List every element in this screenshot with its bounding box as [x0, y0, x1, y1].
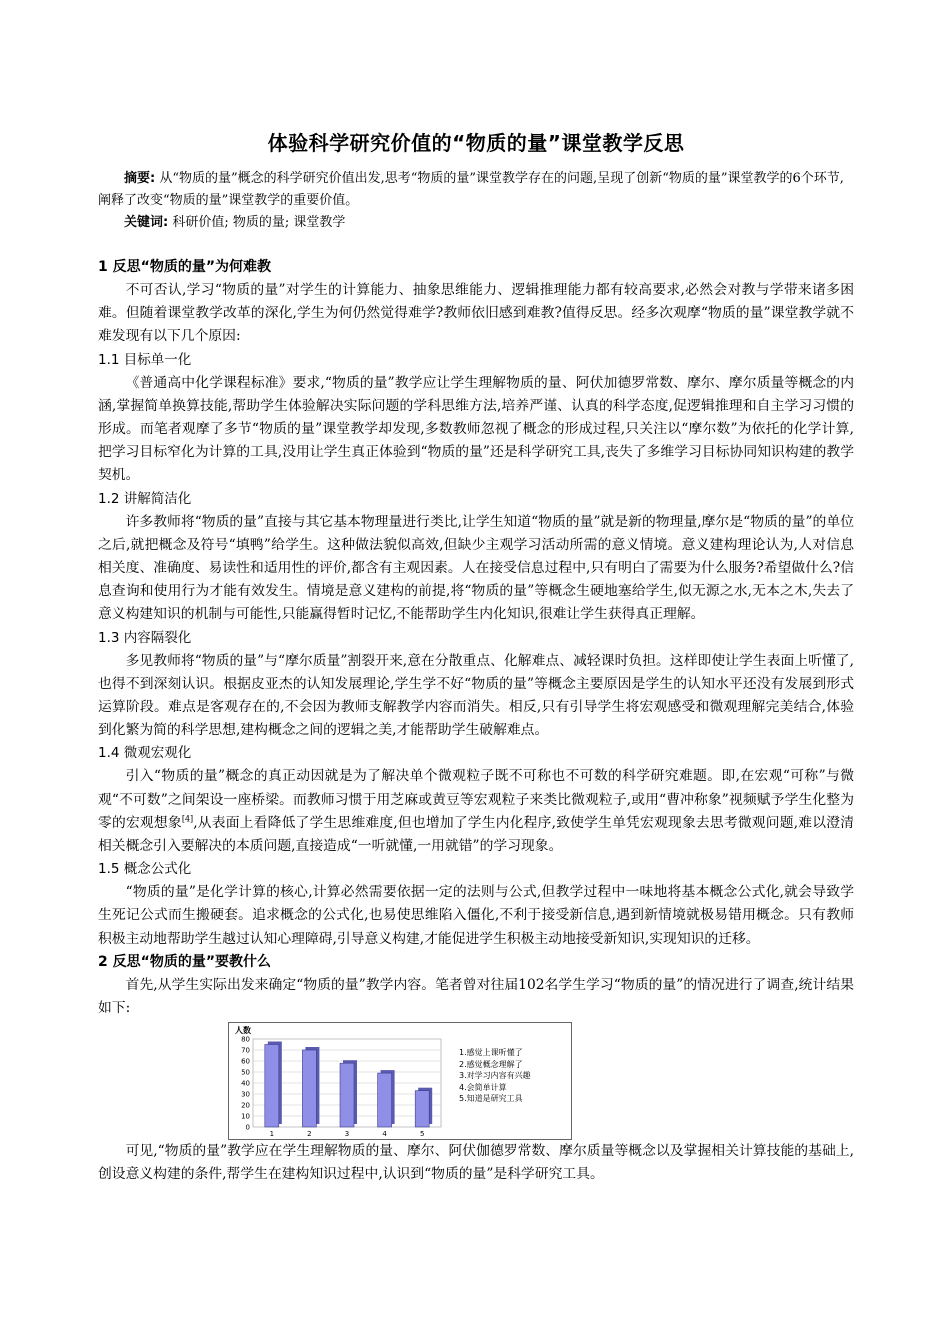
- y-tick-label: 70: [241, 1046, 250, 1055]
- subsection-1-4-heading: 1.4 微观宏观化: [98, 745, 192, 762]
- legend-entry: 4.会简单计算: [459, 1082, 507, 1092]
- x-tick-label: 2: [307, 1130, 312, 1139]
- keywords: [98, 212, 854, 234]
- section-2-heading: 2 反思“物质的量”要教什么: [98, 953, 272, 970]
- x-tick-label: 3: [344, 1130, 350, 1139]
- y-tick-label: 40: [241, 1079, 250, 1088]
- subsection-1-1-text: 《普通高中化学课程标准》要求,“物质的量”教学应让学生理解物质的量、阿伏加德罗常数、摩尔、摩尔质量等概念的内涵,掌握简单换算技能,帮助学生体验解决实际问题的学科思维方法,培养严谨、认真的科学态度,促逻辑推理和自主学习习惯的形成。而笔者观摩了多节“物质的量”课堂教学却发现,多数教师忽视了概念的形成过程,只关注以“摩尔数”为依托的化学计算,把学习目标窄化为计算的工具,没用让学生真正体验到“物质的量”还是科学研究工具,丧失了多维学习目标协同知识构建的教学契机。: [98, 374, 854, 484]
- subsection-1-3-text: 多见教师将“物质的量”与“摩尔质量”割裂开来,意在分散重点、化解难点、减轻课时负担。这样即使让学生表面上听懂了,也得不到深刻认识。根据皮亚杰的认知发展理论,学生学不好“物质的量”等概念主要原因是学生的认知水平还没有发展到形式运算阶段。难点是客观存在的,不会因为教师支解教学内容而消失。相反,只有引导学生将宏观感受和微观理解完美结合,体验到化繁为简的科学思想,建构概念之间的逻辑之美,才能帮助学生破解难点。: [98, 652, 854, 739]
- bar: [415, 1091, 429, 1127]
- subsection-1-3-heading: 1.3 内容隔裂化: [98, 629, 192, 646]
- keywords-text: 科研价值; 物质的量; 课堂教学: [172, 215, 346, 230]
- bar: [265, 1045, 279, 1128]
- section-2-after-chart: 可见,“物质的量”教学应在学生理解物质的量、摩尔、阿伏伽德罗常数、摩尔质量等概念以及掌握相关计算技能的基础上,创设意义构建的条件,帮学生在建构知识过程中,认识到“物质的量”是科学研究工具。: [98, 1143, 854, 1183]
- legend-entry: 2.感觉概念理解了: [459, 1059, 523, 1069]
- paper-title: 体验科学研究价值的“物质的量”课堂教学反思: [267, 131, 685, 155]
- subsection-1-5-heading: 1.5 概念公式化: [98, 861, 192, 878]
- subsection-1-4-text: [98, 765, 854, 858]
- bar: [302, 1050, 316, 1127]
- y-tick-label: 0: [245, 1123, 250, 1132]
- y-tick-label: 20: [241, 1101, 250, 1110]
- abstract: [98, 168, 854, 212]
- subsection-1-4-text-a: 引入“物质的量”概念的真正动因就是为了解决单个微观粒子既不可称也不可数的科学研究难题。即,在宏观“可称”与微观“不可数”之间架设一座桥梁。而教师习惯于用芝麻或黄豆等宏观粒子来类比微观粒子,或用“曹冲称象”视频赋予学生化整为零的宏观想象: [98, 768, 854, 831]
- abstract-text: 从“物质的量”概念的科学研究价值出发,思考“物质的量”课堂教学存在的问题,呈现了创新“物质的量”课堂教学的6个环节,阐释了改变“物质的量”课堂教学的重要价值。: [98, 171, 844, 208]
- x-tick-label: 5: [419, 1130, 425, 1139]
- citation-ref: [4]: [181, 814, 194, 824]
- x-tick-label: 4: [382, 1130, 387, 1139]
- y-tick-label: 30: [241, 1090, 250, 1099]
- keywords-label: 关键词:: [124, 215, 169, 230]
- subsection-1-2-text: 许多教师将“物质的量”直接与其它基本物理量进行类比,让学生知道“物质的量”就是新的物理量,摩尔是“物质的量”的单位之后,就把概念及符号“填鸭”给学生。这种做法貌似高效,但缺少主观学习活动所需的意义情境。意义建构理论认为,人对信息相关度、准确度、易读性和适用性的评价,都含有主观因素。人在接受信息过程中,只有明白了需要为什么服务?希望做什么?信息查询和使用行为才能有效发生。情境是意义建构的前提,将“物质的量”等概念生硬地塞给学生,似无源之水,无本之木,失去了意义构建知识的机制与可能性,只能赢得暂时记忆,不能帮助学生内化知识,很难让学生获得真正理解。: [98, 513, 854, 623]
- section-1-intro: 不可否认,学习“物质的量”对学生的计算能力、抽象思维能力、逻辑推理能力都有较高要求,必然会对教与学带来诸多困难。但随着课堂教学改革的深化,学生为何仍然觉得难学?教师依旧感到难教?值得反思。经多次观摩“物质的量”课堂教学就不难发现有以下几个原因:: [98, 282, 854, 345]
- legend-entry: 5.知道是研究工具: [459, 1094, 523, 1104]
- subsection-1-4-text-b: ,从表面上看降低了学生思维难度,但也增加了学生内化程序,致使学生单凭宏观现象去思考微观问题,难以澄清相关概念引入要解决的本质问题,直接造成“一听就懂,一用就错”的学习现象。: [98, 814, 855, 855]
- y-axis-label: 人数: [235, 1026, 251, 1036]
- x-tick-label: 1: [269, 1130, 275, 1139]
- y-tick-label: 50: [241, 1068, 250, 1077]
- subsection-1-1-heading: 1.1 目标单一化: [98, 351, 192, 368]
- chart-legend: [459, 1047, 569, 1105]
- y-tick-label: 10: [241, 1112, 250, 1121]
- subsection-1-2-heading: 1.2 讲解简洁化: [98, 490, 192, 507]
- section-1-heading: 1 反思“物质的量”为何难教: [98, 259, 272, 275]
- section-2-intro: 首先,从学生实际出发来确定“物质的量”教学内容。笔者曾对往届102名学生学习“物质的量”的情况进行了调查,统计结果如下:: [98, 976, 854, 1017]
- document-page: [98, 128, 854, 1187]
- y-tick-label: 60: [241, 1057, 250, 1066]
- bar: [378, 1073, 392, 1127]
- legend-entry: 3.对学习内容有兴趣: [459, 1071, 531, 1081]
- chart-frame: [228, 1022, 572, 1140]
- y-tick-label: 80: [241, 1035, 250, 1044]
- survey-chart: [98, 1022, 854, 1140]
- subsection-1-5-text: “物质的量”是化学计算的核心,计算必然需要依据一定的法则与公式,但教学过程中一味地将基本概念公式化,就会导致学生死记公式而生搬硬套。追求概念的公式化,也易使思维陷入僵化,不利于接受新信息,遇到新情境就极易错用概念。只有教师积极主动地帮助学生越过认知心理障碍,引导意义构建,才能促进学生积极主动地接受新知识,实现知识的迁移。: [98, 884, 854, 947]
- bar: [340, 1063, 354, 1127]
- abstract-label: 摘要:: [124, 171, 156, 186]
- legend-entry: 1.感觉上课听懂了: [459, 1048, 523, 1058]
